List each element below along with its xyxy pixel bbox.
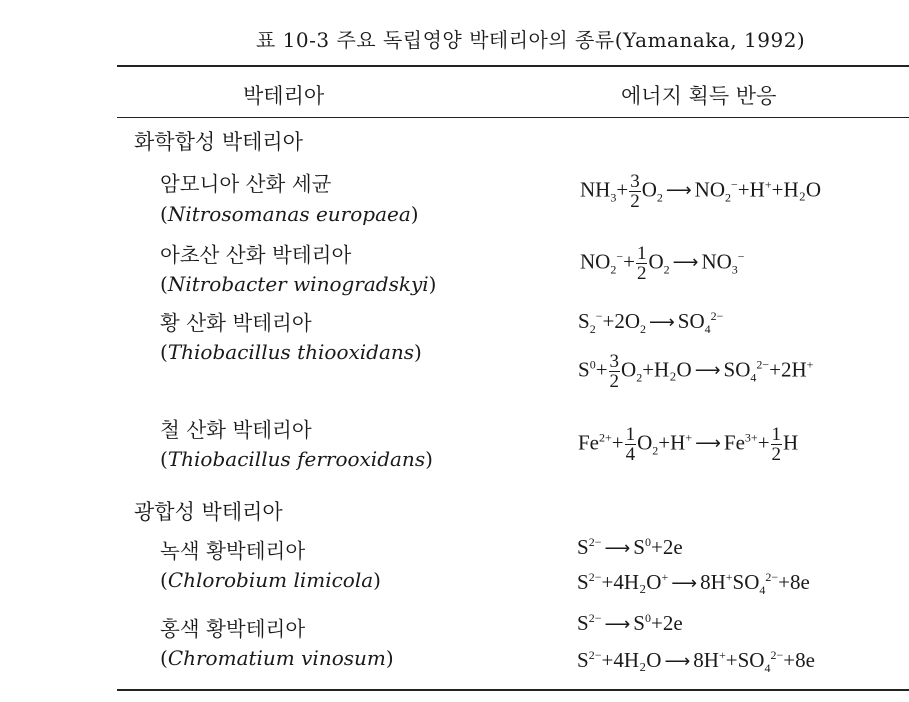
reaction-iron-oxidation: $Fe^{2+}+$ $\frac{1}{4}$ $O_2+H^+$ ⟶ $Fe^{3+}+$ $\frac{1}{2}$ H	[578, 424, 799, 465]
reaction-sulfur-oxidation-1: $S_2^-+2O_2$ ⟶ $SO_4^{2-}$	[578, 309, 724, 337]
organism-korean-name: 녹색 황박테리아	[160, 539, 306, 563]
reaction-sulfur-oxidation-2: $S^0+$ $\frac{3}{2}$ $O_2+H_2O$ ⟶ $SO_4^{2-}+2H^+$	[578, 351, 814, 392]
reaction-purple-sulfur-1: $S^{2-}$ ⟶ $S^0+2e$	[577, 611, 683, 635]
reaction-ammonia-oxidation: $NH_3+$ $\frac{3}{2}$ $O_2$ ⟶ $NO_2^-+H^++H_2O$	[580, 171, 822, 212]
organism-latin-name: (Nitrosomanas europaea)	[160, 202, 419, 226]
organism-latin-name: (Thiobacillus ferrooxidans)	[160, 447, 433, 471]
group-photosynthetic: 광합성 박테리아	[134, 500, 283, 524]
reaction-purple-sulfur-2: $S^{2-}+4H_2O$ ⟶ $8H^++SO_4^{2-}+8e$	[577, 648, 815, 676]
reaction-green-sulfur-1: $S^{2-}$ ⟶ $S^0+2e$	[577, 535, 683, 559]
organism-korean-name: 철 산화 박테리아	[160, 418, 312, 442]
reaction-green-sulfur-2: $S^{2-}+4H_2O^+$ ⟶ $8H^+SO_4^{2-}+8e$	[577, 570, 810, 598]
bottom-rule	[117, 689, 909, 691]
table-title: 표 10-3 주요 독립영양 박테리아의 종류(Yamanaka, 1992)	[256, 28, 806, 52]
organism-korean-name: 황 산화 박테리아	[160, 311, 312, 335]
organism-latin-name: (Chlorobium limicola)	[160, 568, 381, 592]
organism-latin-name: (Chromatium vinosum)	[160, 646, 394, 670]
organism-latin-name: (Nitrobacter winogradskyi)	[160, 272, 437, 296]
header-rule	[117, 117, 909, 118]
organism-korean-name: 암모니아 산화 세균	[160, 172, 332, 196]
column-header-energy-reaction: 에너지 획득 반응	[621, 84, 777, 108]
organism-latin-name: (Thiobacillus thiooxidans)	[160, 340, 422, 364]
organism-korean-name: 아초산 산화 박테리아	[160, 243, 352, 267]
top-rule	[117, 65, 909, 67]
reaction-nitrite-oxidation: $NO_2^-+$ $\frac{1}{2}$ $O_2$ ⟶ $NO_3^-$	[580, 243, 745, 284]
organism-korean-name: 홍색 황박테리아	[160, 617, 306, 641]
group-chemosynthetic: 화학합성 박테리아	[134, 130, 303, 154]
column-header-bacteria: 박테리아	[243, 84, 325, 108]
